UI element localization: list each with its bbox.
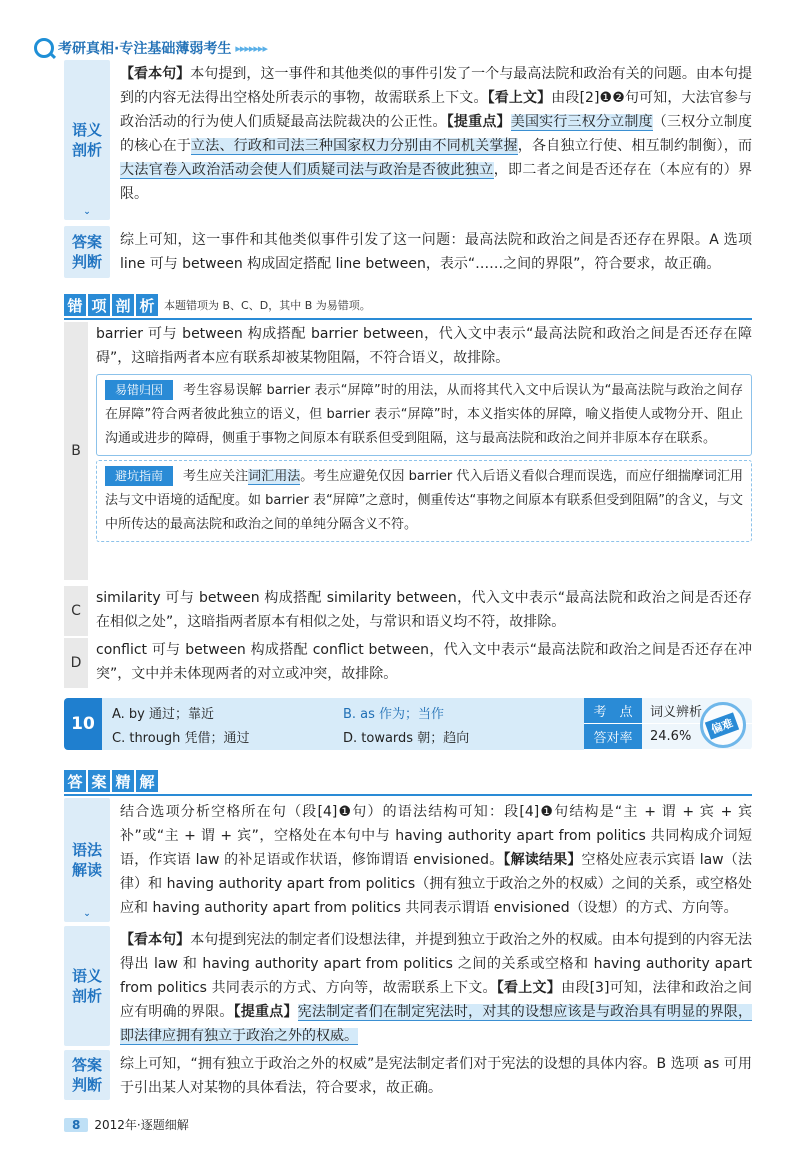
tag-line-2: 剖析 [71, 141, 102, 159]
text-segment: ，即二者之间是否还存在（本应有的）界限。 [120, 162, 753, 202]
tag-line-2: 判断 [71, 253, 102, 271]
label-char: 剖 [112, 294, 134, 316]
highlight-text: 宪法制定者们在制定宪法时，对其的设想应该是与政治具有明显的界限，即法律应拥有独立于政治之外的权威。 [120, 1004, 753, 1044]
chevron-down-icon: ⌄ [83, 206, 91, 217]
option-letter: B [64, 322, 88, 580]
label-see-context: 【看上文】 [487, 90, 552, 106]
label-key-point: 【提重点】 [233, 1004, 298, 1020]
grammar-analysis-block [64, 798, 752, 922]
text-segment: （三权分立制度的核心在于 [120, 114, 753, 154]
answer-judgement-tag [64, 1050, 110, 1100]
highlight-text: 美国实行三权分立制度 [510, 114, 653, 130]
option-c-text: similarity 可与 between 构成搭配 similarity between，代入文中表示“最高法院和政治之间是否还存在相似之处”，这暗指两者原本有相似之处，与常识和语义均不符，故排除。 [96, 590, 752, 630]
meta-key-accuracy: 答对率 [584, 724, 642, 750]
pitfall-text: 。考生应避免仅因 barrier 代入后语义看似合理而误选，而应仔细揣摩词汇用法与文中语境的适配度。如 barrier 表“屏障”之意时，侧重传达“事物之间原本有联系但受到阻隔”的含义，与文中所传达的最高法院和政治之间的单纯分隔含义不符。 [105, 469, 743, 532]
grammar-analysis-tag [64, 798, 110, 922]
running-header [34, 38, 267, 58]
page-footer [64, 1116, 189, 1133]
wrong-options-heading [64, 294, 371, 316]
tag-line-1: 答案 [71, 232, 102, 251]
option-b-content [88, 322, 752, 580]
label-char: 项 [88, 294, 110, 316]
tag-line-1: 语法 [71, 840, 102, 859]
label-see-sentence: 【看本句】 [120, 932, 191, 948]
question-10-box [64, 698, 752, 750]
answer-judgement-text: 综上可知，“拥有独立于政治之外的权威”是宪法制定者们对于宪法的设想的具体内容。B 选项 as 可用于引出某人对某物的具体看法，符合要求，故正确。 [120, 1056, 752, 1096]
highlight-text: 词汇用法 [248, 469, 301, 484]
difficulty-stamp [700, 702, 746, 748]
search-logo-icon [34, 38, 54, 58]
option-d-text: conflict 可与 between 构成搭配 conflict between，代入文中表示“最高法院和政治之间是否还存在冲突”，文中并未体现两者的对立或冲突，故排除。 [96, 642, 752, 682]
answer-judgement-tag [64, 226, 110, 278]
pitfall-text: 考生应关注 [183, 469, 249, 484]
label-char: 精 [112, 770, 134, 792]
label-key-point: 【提重点】 [446, 114, 511, 130]
tag-line-2: 判断 [71, 1076, 102, 1094]
option-b-text: barrier 可与 between 构成搭配 barrier between，代入文中表示“最高法院和政治之间是否还存在障碍”，这暗指两者本应有联系却被某物阻隔，不符合语义，故排除。 [96, 326, 752, 366]
tag-line-1: 语义 [71, 966, 102, 985]
text-segment: 由段[3]可知，法律和政治之间应有明确的界限。 [120, 980, 752, 1020]
answer-judgement-block-2 [64, 1050, 752, 1100]
semantic-analysis-text [110, 60, 752, 220]
section-divider [64, 318, 752, 320]
semantic-analysis-block-1 [64, 60, 752, 220]
error-cause-tip [96, 374, 752, 456]
semantic-analysis-text [110, 926, 752, 1046]
option-a: A. by 通过；靠近 [112, 706, 215, 722]
label-see-context: 【看上文】 [496, 980, 562, 996]
meta-value-topic: 词义辨析 [642, 698, 752, 724]
section-label [64, 294, 158, 316]
chevron-down-icon: ⌄ [83, 908, 91, 919]
text-segment: ，各自独立行使、相互制约制衡），而 [517, 138, 753, 154]
label-char: 解 [136, 770, 158, 792]
wrong-options-note: 本题错项为 B、C、D，其中 B 为易错项。 [164, 299, 371, 312]
tag-line-2: 剖析 [71, 987, 102, 1005]
label-see-sentence: 【看本句】 [120, 66, 191, 82]
semantic-analysis-block-2 [64, 926, 752, 1046]
header-arrows: ▸▸▸▸▸▸▸ [235, 41, 267, 55]
label-result: 【解读结果】 [503, 852, 582, 868]
footer-title: 2012年·逐题细解 [94, 1118, 189, 1132]
label-char: 答 [64, 770, 86, 792]
meta-key-topic: 考 点 [584, 698, 642, 724]
option-c: C. through 凭借；通过 [112, 730, 250, 746]
option-letter: C [64, 586, 88, 636]
section-label [64, 770, 158, 792]
text-segment: 本句提到，这一事件和其他类似的事件引发了一个与最高法院和政治有关的问题。由本句提到的内容无法得出空格处所表示的事物，故需联系上下文。 [120, 66, 753, 106]
pitfall-guide-tip [96, 460, 752, 542]
tag-line-2: 解读 [71, 861, 102, 879]
label-char: 析 [136, 294, 158, 316]
difficulty-label: 偏难 [705, 712, 739, 739]
text-segment: 由段[2]❶❷句可知，大法官参与政治活动的行为使人们质疑最高法院裁决的公正性。 [120, 90, 753, 130]
option-b: B. as 作为；当作 [343, 706, 445, 722]
option-letter: D [64, 638, 88, 688]
text-segment: 结合选项分析空格所在句（段[4]❶句）的语法结构可知：段[4]❶句结构是“主 + 谓 + 宾 + 宾补”或“主 + 谓 + 宾”，空格处在本句中与 having authority apart from politics 共同构成介词短语，作宾语 law 的补足语或作状语，修饰谓语 envisioned。 [120, 804, 752, 868]
answer-judgement-text: 综上可知，这一事件和其他类似事件引发了这一问题：最高法院和政治之间是否还存在界限。A 选项 line 可与 between 构成固定搭配 line between，表示“……之间的界限”，符合要求，故正确。 [120, 232, 752, 272]
question-options [102, 698, 584, 750]
error-cause-badge: 易错归因 [105, 380, 173, 400]
answer-explanation-heading [64, 770, 158, 792]
semantic-analysis-tag [64, 60, 110, 220]
label-char: 案 [88, 770, 110, 792]
semantic-analysis-tag [64, 926, 110, 1046]
text-segment: 空格处应表示宾语 law（法律）和 having authority apart from politics（拥有独立于政治之外的权威）之间的关系，或空格处应和 having authority apart from politics 共同表示谓语 envisioned（设想）的方式、方向等。 [120, 852, 752, 916]
question-meta [584, 698, 752, 750]
option-d-analysis [64, 638, 752, 688]
answer-judgement-block-1 [64, 226, 752, 278]
option-c-analysis [64, 586, 752, 636]
label-char: 错 [64, 294, 86, 316]
section-divider [64, 794, 752, 796]
page-number: 8 [64, 1118, 88, 1132]
option-b-analysis [64, 322, 752, 580]
question-number: 10 [64, 698, 102, 750]
pitfall-guide-badge: 避坑指南 [105, 466, 173, 486]
highlight-text: 立法、行政和司法三种国家权力分别由不同机关掌握 [191, 138, 518, 154]
tag-line-1: 语义 [71, 120, 102, 139]
error-cause-text: 考生容易误解 barrier 表示“屏障”时的用法，从而将其代入文中后误认为“最高法院与政治之间存在屏障”符合两者彼此独立的语义，但 barrier 表示“屏障”时，本义指实体的屏障，喻义指使人或物分开、阻止沟通或进步的障碍，侧重于事物之间原本有联系但受到阻隔，这与最高法院和政治之间并非原本存在联系。 [105, 383, 743, 446]
option-d: D. towards 朝；趋向 [343, 730, 470, 746]
grammar-analysis-text [110, 798, 752, 922]
meta-value-accuracy: 24.6% [642, 724, 752, 750]
text-segment: 本句提到宪法的制定者们设想法律，并提到独立于政治之外的权威。由本句提到的内容无法得出 law 和 having authority apart from politics 之间的关系或空格和 having authority apart from politics 共同表示的方式、方向等，故需联系上下文。 [120, 932, 753, 996]
brand-title: 考研真相·专注基础薄弱考生 [58, 41, 232, 57]
tag-line-1: 答案 [71, 1055, 102, 1074]
highlight-text: 大法官卷入政治活动会使人们质疑司法与政治是否彼此独立 [120, 162, 494, 178]
